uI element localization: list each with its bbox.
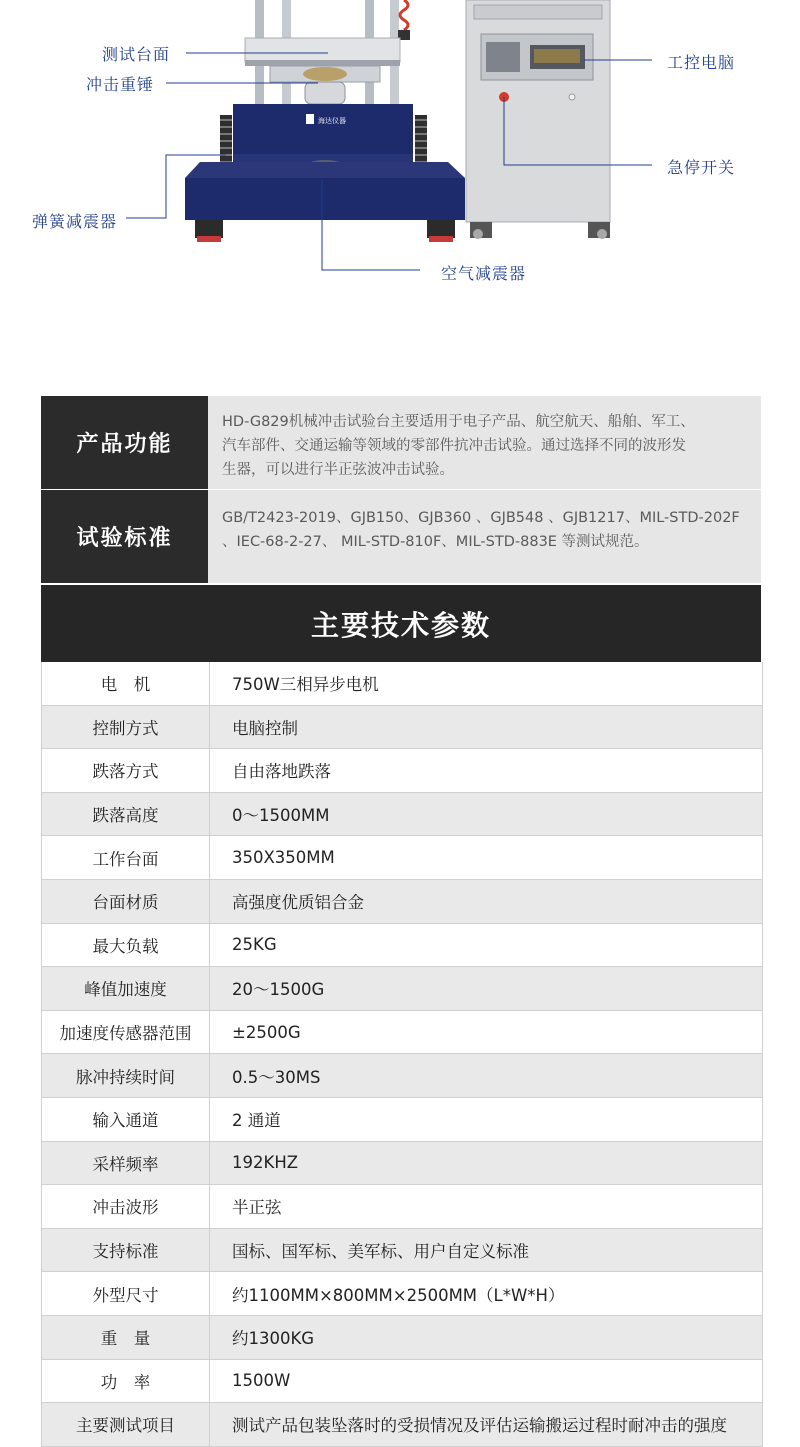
- callout-industrial-pc: 工控电脑: [667, 53, 736, 72]
- spec-key: 电 机: [42, 662, 210, 705]
- spec-value: 750W三相异步电机: [232, 675, 379, 695]
- spec-key: 控制方式: [42, 706, 210, 749]
- spec-key: 脉冲持续时间: [42, 1054, 210, 1097]
- spec-key: 加速度传感器范围: [42, 1011, 210, 1054]
- spec-key: 峰值加速度: [42, 967, 210, 1010]
- standard-line: 、IEC-68-2-27、 MIL-STD-810F、MIL-STD-883E 等测试规范。: [222, 534, 649, 550]
- standard-label: 试验标准: [41, 490, 208, 583]
- spec-value: 高强度优质铝合金: [232, 893, 364, 913]
- product-figure: [0, 0, 800, 330]
- spec-key: 台面材质: [42, 880, 210, 923]
- spec-value: 20～1500G: [232, 980, 325, 1000]
- foot: [429, 236, 453, 242]
- spring-damper-right: [415, 115, 427, 167]
- foot: [197, 236, 221, 242]
- spec-value: 测试产品包装坠落时的受损情况及评估运输搬运过程时耐冲击的强度: [232, 1416, 727, 1436]
- spec-key: 重 量: [42, 1316, 210, 1359]
- machine-body: [233, 104, 413, 154]
- spec-value: 0.5～30MS: [232, 1067, 321, 1087]
- standard-text: [208, 490, 761, 583]
- spec-key: 工作台面: [42, 836, 210, 879]
- spec-key: 跌落方式: [42, 749, 210, 792]
- spec-key: 输入通道: [42, 1098, 210, 1141]
- spec-row: [42, 1142, 762, 1186]
- spec-value: 1500W: [232, 1371, 291, 1391]
- spec-value: 约1100MM×800MM×2500MM（L*W*H）: [232, 1285, 565, 1305]
- function-block: [41, 396, 761, 489]
- callout-hammer: 冲击重锤: [86, 75, 155, 94]
- spec-key: 外型尺寸: [42, 1272, 210, 1315]
- spec-value: 电脑控制: [232, 718, 298, 738]
- spec-key: 支持标准: [42, 1229, 210, 1272]
- spec-key: 冲击波形: [42, 1185, 210, 1228]
- spec-row: [42, 749, 762, 793]
- callout-air-damper: 空气减震器: [441, 264, 527, 283]
- callout-spring-damper: 弹簧减震器: [32, 212, 118, 231]
- callout-emergency-stop: 急停开关: [667, 158, 736, 177]
- standard-line: GB/T2423-2019、GJB150、GJB360 、GJB548 、GJB1217、MIL-STD-202F: [222, 510, 740, 526]
- control-cabinet: [466, 0, 610, 222]
- svg-text:海达仪器: 海达仪器: [318, 117, 346, 125]
- spec-row: [42, 836, 762, 880]
- spec-value: ±2500G: [232, 1022, 301, 1042]
- spec-key: 跌落高度: [42, 793, 210, 836]
- spec-value: 0～1500MM: [232, 806, 330, 826]
- coil-cable: [400, 0, 408, 30]
- function-text: [208, 396, 761, 489]
- callout-test-table: 测试台面: [102, 45, 171, 64]
- spec-row: [42, 793, 762, 837]
- spec-row: [42, 1360, 762, 1404]
- spec-row: [42, 1054, 762, 1098]
- spec-value: 国标、国军标、美军标、用户自定义标准: [232, 1242, 529, 1262]
- spec-row: [42, 1272, 762, 1316]
- function-label: 产品功能: [41, 396, 208, 489]
- spec-key: 功 率: [42, 1360, 210, 1403]
- spec-row: [42, 967, 762, 1011]
- spec-row: [42, 924, 762, 968]
- test-table: [245, 38, 400, 62]
- spec-row: [42, 1011, 762, 1055]
- spec-row: [42, 1403, 762, 1447]
- spec-value: 350X350MM: [232, 848, 335, 868]
- spec-key: 采样频率: [42, 1142, 210, 1185]
- spec-row: [42, 880, 762, 924]
- spec-value: 25KG: [232, 935, 277, 955]
- spec-key: 主要测试项目: [42, 1403, 210, 1446]
- spec-section-title: 主要技术参数: [41, 585, 761, 662]
- spec-row: [42, 1316, 762, 1360]
- spec-row: [42, 1185, 762, 1229]
- spec-key: 最大负载: [42, 924, 210, 967]
- spec-value: 2 通道: [232, 1111, 281, 1131]
- spec-value: 半正弦: [232, 1198, 282, 1218]
- spec-value: 约1300KG: [232, 1329, 315, 1349]
- spec-value: 192KHZ: [232, 1153, 299, 1173]
- spec-row: [42, 662, 762, 706]
- function-line: 汽车部件、交通运输等领域的零部件抗冲击试验。通过选择不同的波形发: [222, 438, 686, 454]
- spring-damper-left: [220, 115, 232, 167]
- function-line: 生器，可以进行半正弦波冲击试验。: [222, 462, 454, 478]
- standard-block: [41, 490, 761, 583]
- function-line: HD-G829机械冲击试验台主要适用于电子产品、航空航天、船舶、军工、: [222, 414, 695, 430]
- machine-base: [185, 178, 465, 220]
- spec-table: [41, 662, 763, 1447]
- spec-row: [42, 1098, 762, 1142]
- spec-row: [42, 1229, 762, 1273]
- spec-value: 自由落地跌落: [232, 762, 331, 782]
- spec-row: [42, 706, 762, 750]
